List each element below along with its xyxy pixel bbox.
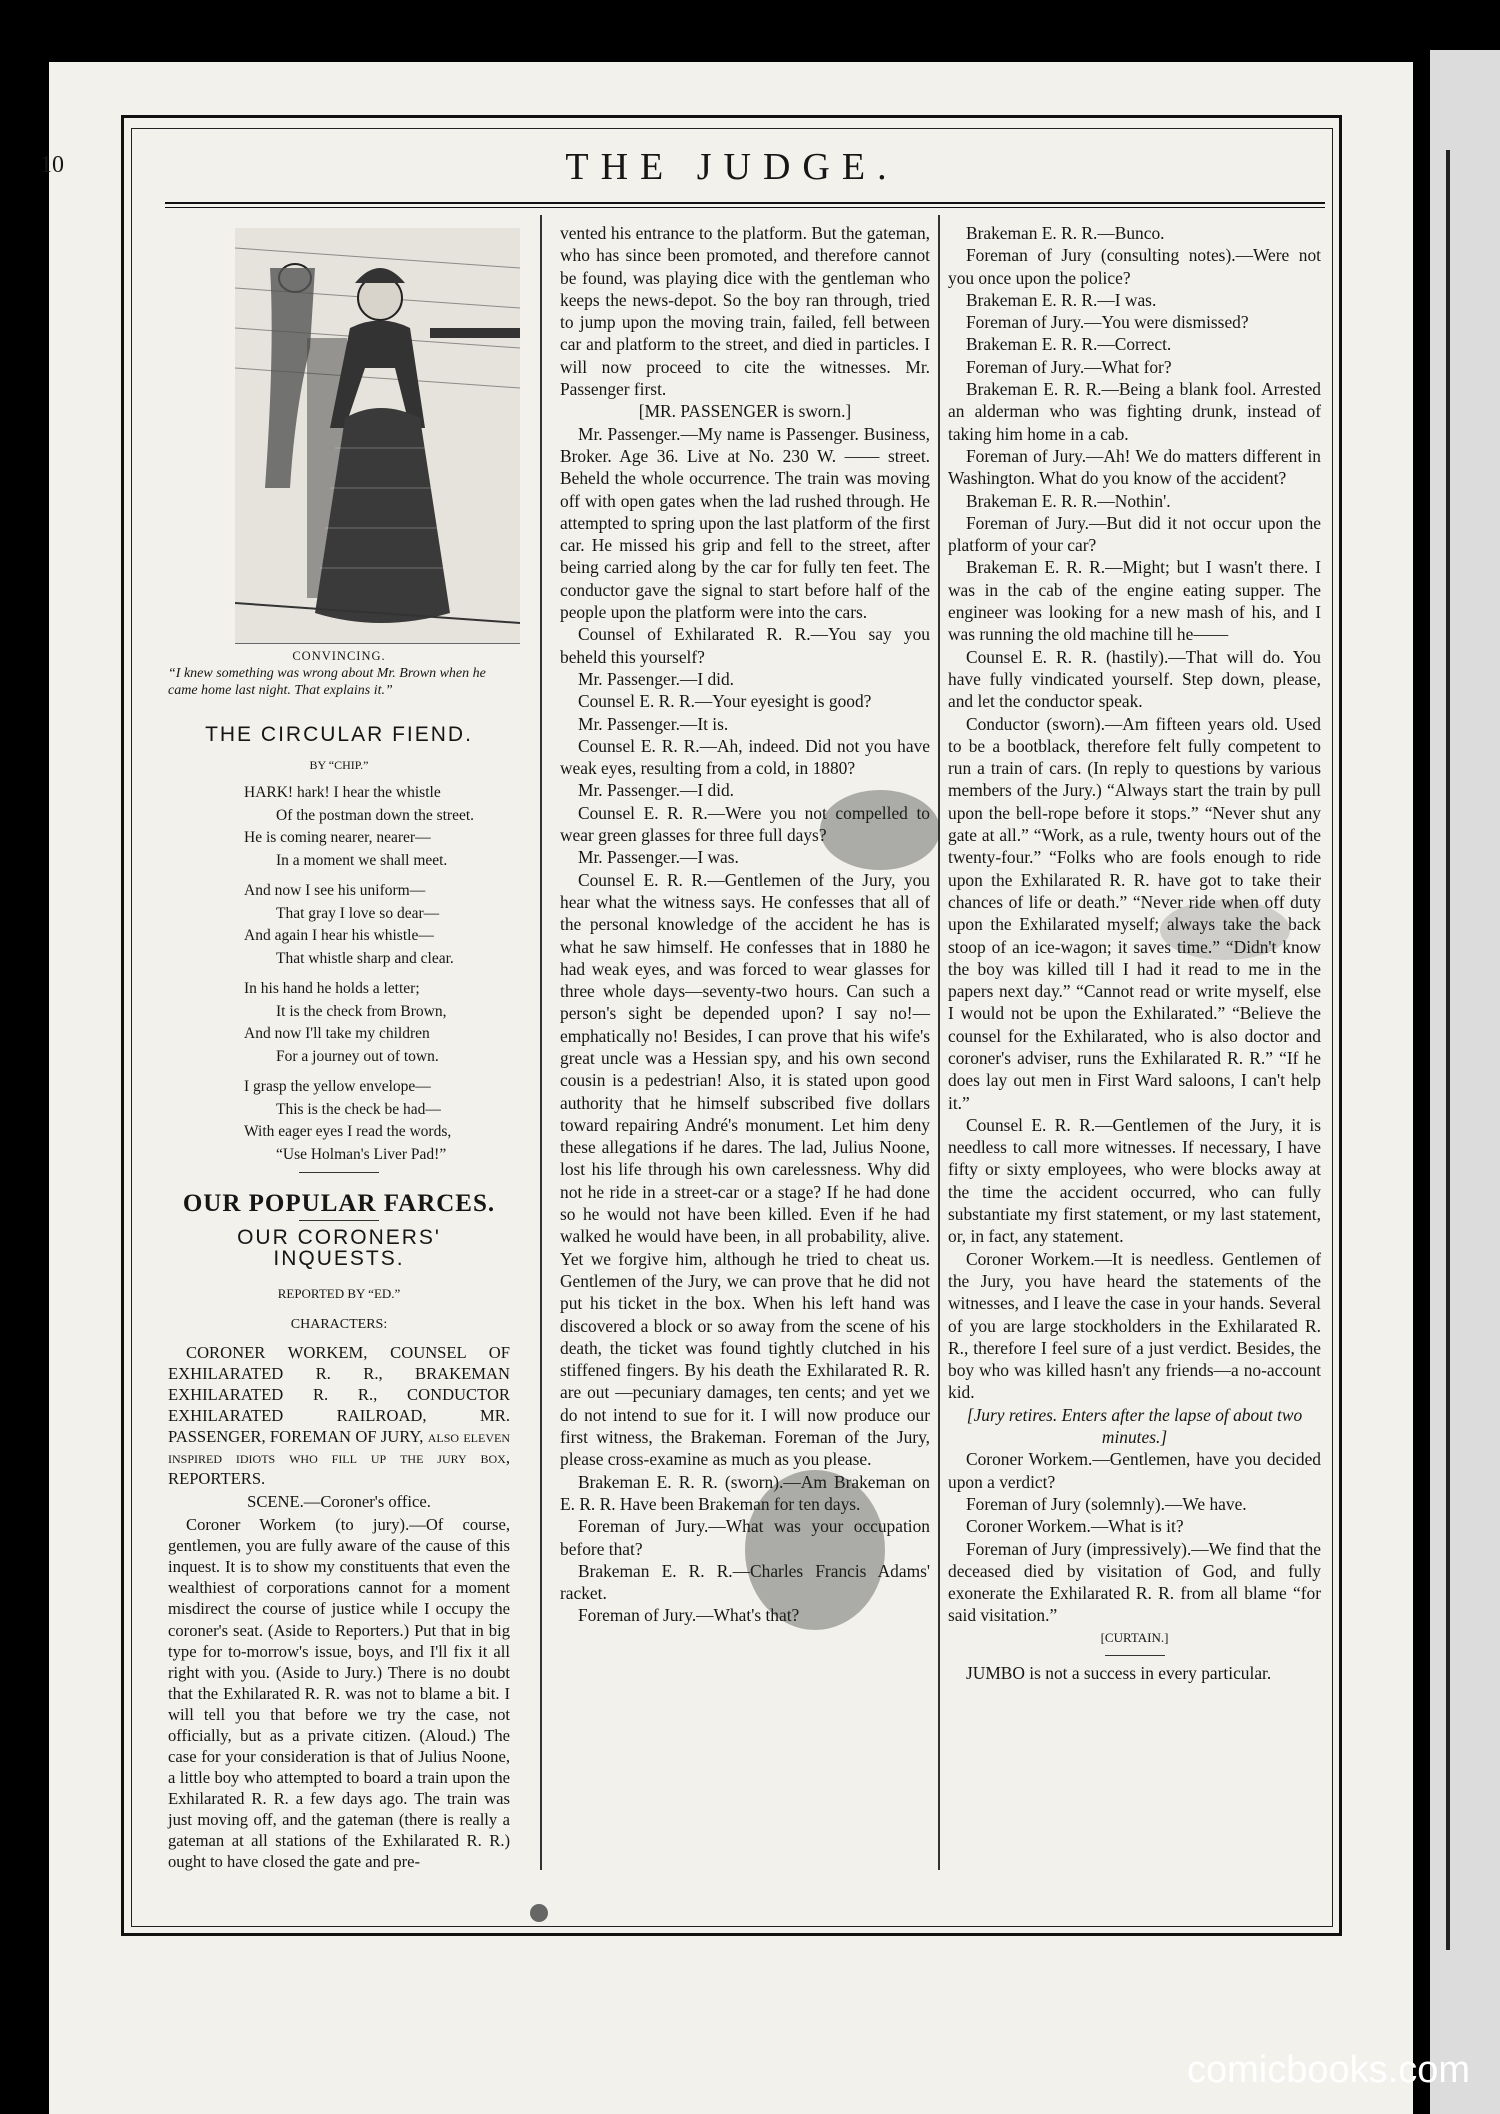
farce-paragraph: Mr. Passenger.—I did. [578, 668, 735, 689]
ink-stain [820, 790, 940, 870]
poem-stanza [244, 880, 510, 970]
farce-paragraph: Brakeman E. R. R.—Might; but I wasn't there. I was in the cab of the engine eating supper. The engineer was looking for a new mash of his, and I was running the old machine till he—— [948, 557, 1321, 645]
poem-line: Of the postman down the street. [276, 806, 475, 824]
cartoon-caption [168, 648, 510, 699]
poem-line: And now I see his uniform— [244, 882, 426, 900]
stage-direction: [Jury retires. Enters after the lapse of about two minutes.] [966, 1404, 1303, 1448]
column-2 [560, 222, 930, 1627]
page-number: 10 [40, 152, 64, 178]
poem-line: And again I hear his whistle— [244, 927, 434, 945]
farce-paragraph: Foreman of Jury.—What's that? [578, 1605, 800, 1626]
farce-paragraph: Counsel E. R. R.—Gentlemen of the Jury, you hear what the witness says. He confesses that all of the personal knowledge of the accident he has is what he saw himself. He confesses that in 1880 he had weak eyes, and was forced to wear glasses for three whole days—seventy-two hours. Can such a person's sight be depended upon? I say no!—emphatically no! Besides, I can prove that his wife's great uncle was a Hessian spy, and his own second cousin is a pedestrian! Also, it is stated upon good authority that he himself subscribed five dollars toward repairing André's monument. Let him deny these allegations if he dares. The lad, Julius Noone, lost his life through his own carelessness. Why did not he ride in a street-car or a stage? If he had done so he would not have been killed. Even if he had walked he would have been, in all probability, alive. Yet we forgive him, although he tried to cheat us. Gentlemen of the Jury, we can prove that he did not put his ticket in the box. When his left hand was discovered a block or so away from the scene of his death, the ticket was found tightly clutched in his stiffened fingers. By his death the Exhilarated R. R. are out —pecuniary damages, ten cents; and yet we do not intend to sue for it. I will now produce our first witness, the Brakeman. Foreman of the Jury, please cross-examine as much as you please. [560, 869, 930, 1470]
poem-line: I grasp the yellow envelope— [244, 1078, 431, 1096]
cartoon-illustration [235, 228, 520, 644]
farce-paragraph: Foreman of Jury (solemnly).—We have. [966, 1493, 1247, 1514]
column-divider-1 [540, 215, 542, 1870]
farce-paragraph: Brakeman E. R. R.—I was. [966, 289, 1157, 310]
farce-paragraph: Mr. Passenger.—My name is Passenger. Business, Broker. Age 36. Live at No. 230 W. —— street. Beheld the whole occurrence. The train was moving off with open gates when the lad rushed through. He attempted to spring upon the last platform of the first car. He missed his grip and fell to the street, after being carried along by the car for fully ten feet. The conductor gave the signal to start before half of the people upon the platform were into the cars. [560, 423, 930, 623]
farce-paragraph: Counsel of Exhilarated R. R.—You say you beheld this yourself? [560, 624, 930, 667]
farce-paragraph: Counsel E. R. R.—Ah, indeed. Did not you have weak eyes, resulting from a cold, in 1880? [560, 735, 930, 779]
masthead-rule [165, 202, 1325, 204]
farce-paragraph: Foreman of Jury.—You were dismissed? [966, 312, 1249, 333]
farce-title: OUR CORONERS' INQUESTS. [237, 1226, 441, 1271]
end-rule [1105, 1655, 1165, 1656]
farce-paragraph: Foreman of Jury.—Ah! We do matters different in Washington. What do you know of the accident? [948, 445, 1321, 489]
farce-paragraph: Brakeman E. R. R.—Correct. [966, 334, 1172, 355]
poem-line: “Use Holman's Liver Pad!” [276, 1145, 447, 1163]
farce-paragraph: Brakeman E. R. R. (sworn).—Am Brakeman on E. R. R. Have been Brakeman for ten days. [560, 1471, 930, 1514]
poem-body [168, 782, 510, 1166]
poem-line: HARK! hark! I hear the whistle [244, 784, 441, 802]
jumbo-note: JUMBO is not a success in every particular. [966, 1663, 1272, 1683]
farce-paragraph: vented his entrance to the platform. But the gateman, who has since been promoted, and therefore cannot be found, was playing dice with the gentleman who keeps the news-depot. So the boy ran through, tried to jump upon the moving train, failed, fell between car and platform to the street, and died in particles. I will now proceed to cite the witnesses. Mr. Passenger first. [560, 223, 930, 400]
cartoon-quote: “I knew something was wrong about Mr. Brown when he came home last night. That explains it.” [168, 666, 486, 698]
farce-paragraph: Foreman of Jury (consulting notes).—Were not you once upon the police? [948, 245, 1321, 288]
curtain-line: [CURTAIN.] [1100, 1629, 1169, 1645]
masthead-title: THE JUDGE. [565, 146, 899, 188]
poem-line: That whistle sharp and clear. [276, 949, 454, 967]
poem-line: And now I'll take my children [244, 1025, 430, 1043]
farce-paragraph: Foreman of Jury.—What was your occupation before that? [560, 1516, 930, 1559]
poem-line: He is coming nearer, nearer— [244, 829, 431, 847]
poem-line: For a journey out of town. [276, 1047, 439, 1065]
poem-stanza [244, 782, 510, 872]
ink-stain [1160, 900, 1290, 960]
cartoon-drawing [235, 228, 520, 643]
poem-line: With eager eyes I read the words, [244, 1123, 452, 1141]
binding-mark [530, 1904, 548, 1922]
farce-paragraph: Coroner Workem.—What is it? [966, 1516, 1184, 1537]
masthead [131, 135, 1333, 195]
cartoon-title: CONVINCING. [292, 649, 386, 663]
site-watermark: comicbooks.com [1187, 2049, 1470, 2091]
section-divider [299, 1172, 379, 1173]
column-1 [168, 724, 510, 1873]
series-title: OUR POPULAR FARCES. [182, 1190, 496, 1218]
facing-page-edge [1430, 50, 1500, 2114]
farce-paragraph: Mr. Passenger.—I was. [578, 847, 739, 868]
poem-title: THE CIRCULAR FIEND. [205, 723, 473, 746]
poem-stanza [244, 978, 510, 1068]
poem-stanza [244, 1076, 510, 1166]
farce-paragraph: Foreman of Jury.—But did it not occur upon the platform of your car? [948, 512, 1321, 556]
farce-paragraph: Conductor (sworn).—Am fifteen years old. Used to be a bootblack, therefore felt fully competent to run a train of cars. (In reply to questions by various members of the Jury.) “Always start the train by pull upon the bell-rope before it stops.” “Never shut any gate at all.” “Work, as a rule, twenty hours out of the twenty-four.” “Folks who are fools enough to ride upon the Exhilarated R. R. have got to take their chances of life or death.” “Never ride when off duty upon the Exhilarated myself; always take the back stoop of an ice-wagon; it saves time.” “Didn't know the boy was killed till I had it read to me in the papers next day.” “Cannot read or write myself, else I would not be upon the Exhilarated.” “Believe the counsel for the Exhilarated, who is also doctor and coroner's adviser, runs the Exhilarated R. R.” “If he does lay out men in First Ward saloons, I can't help it.” [948, 713, 1321, 1113]
farce-paragraph: Counsel E. R. R.—Your eyesight is good? [578, 691, 872, 712]
column-divider-2 [938, 215, 940, 1870]
farce-paragraph: Brakeman E. R. R.—Being a blank fool. Arrested an alderman who was fighting drunk, instead of taking him home in a cab. [948, 379, 1321, 444]
farce-paragraph: Foreman of Jury.—What for? [966, 356, 1172, 377]
masthead-rule-thin [165, 207, 1325, 208]
farce-paragraph: Mr. Passenger.—I did. [578, 780, 735, 801]
poem-line: It is the check from Brown, [276, 1002, 447, 1020]
farce-byline: REPORTED BY “ED.” [277, 1286, 401, 1302]
farce-paragraph: Brakeman E. R. R.—Bunco. [966, 223, 1165, 243]
scene-line: SCENE.—Coroner's office. [247, 1492, 431, 1512]
stage-direction: [MR. PASSENGER is sworn.] [638, 401, 852, 422]
poem-line: In a moment we shall meet. [276, 851, 448, 869]
farce-paragraph: Mr. Passenger.—It is. [578, 713, 729, 734]
farce-paragraph: Coroner Workem.—Gentlemen, have you decided upon a verdict? [948, 1449, 1321, 1492]
farce-paragraph: Counsel E. R. R. (hastily).—That will do. You have fully vindicated yourself. Step down, please, and let the conductor speak. [948, 646, 1321, 712]
characters-list: CORONER WORKEM, COUNSEL OF EXHILARATED R. R., BRAKEMAN EXHILARATED R. R., CONDUCTOR EXHILARATED RAILROAD, MR. PASSENGER, FOREMAN OF JURY, also eleven inspired idiots who fill up the jury box, REPORTERS. [168, 1342, 510, 1489]
farce-paragraph: Coroner Workem (to jury).—Of course, gentlemen, you are fully aware of the cause of this inquest. It is to show my constituents that even the wealthiest of corporations cannot for a moment misdirect the course of justice while I occupy the coroner's seat. (Aside to Reporters.) Put that in big type for to-morrow's issue, boys, and I'll fix it all right with you. (Aside to Jury.) There is no doubt that the Exhilarated R. R. was not to blame a bit. I will tell you that before we try the case, not officially, but as a private citizen. (Aloud.) The case for your consideration is that of Julius Noone, a little boy who attempted to board a train upon the Exhilarated R. R. a few days ago. The train was just moving off, and the gateman (there is really a gateman at all stations of the Exhilarated R. R.) ought to have closed the gate and pre- [168, 1515, 510, 1872]
farce-paragraph: Brakeman E. R. R.—Nothin'. [966, 490, 1171, 511]
farce-paragraph: Counsel E. R. R.—Were you not compelled to wear green glasses for three full days? [560, 802, 930, 846]
characters-heading: CHARACTERS: [290, 1317, 388, 1333]
farce-paragraph: Counsel E. R. R.—Gentlemen of the Jury, it is needless to call more witnesses. If necessary, I have fifty or sixty employees, who were blocks away at the time the accident occurred, who can fully substantiate my first statement, or my last statement, or, in fact, any statement. [948, 1114, 1321, 1247]
farce-paragraph: Brakeman E. R. R.—Charles Francis Adams' racket. [560, 1560, 930, 1604]
poem-line: In his hand he holds a letter; [244, 980, 420, 998]
title-divider [299, 1220, 379, 1221]
farce-paragraph: Foreman of Jury (impressively).—We find that the deceased died by visitation of God, and fully exonerate the Exhilarated R. R. from all blame “for said visitation.” [948, 1538, 1321, 1626]
ink-stain [745, 1470, 885, 1630]
poem-line: This is the check be had— [276, 1100, 441, 1118]
poem-line: That gray I love so dear— [276, 904, 440, 922]
farce-paragraph: Coroner Workem.—It is needless. Gentlemen of the Jury, you have heard the statements of the witnesses, and I leave the case in your hands. Several of you are large stockholders in the Exhilarated R. R., therefore I feel sure of a just verdict. Besides, the boy who was killed hasn't any friends—a no-account kid. [948, 1248, 1321, 1403]
poem-byline: BY “CHIP.” [309, 758, 369, 773]
